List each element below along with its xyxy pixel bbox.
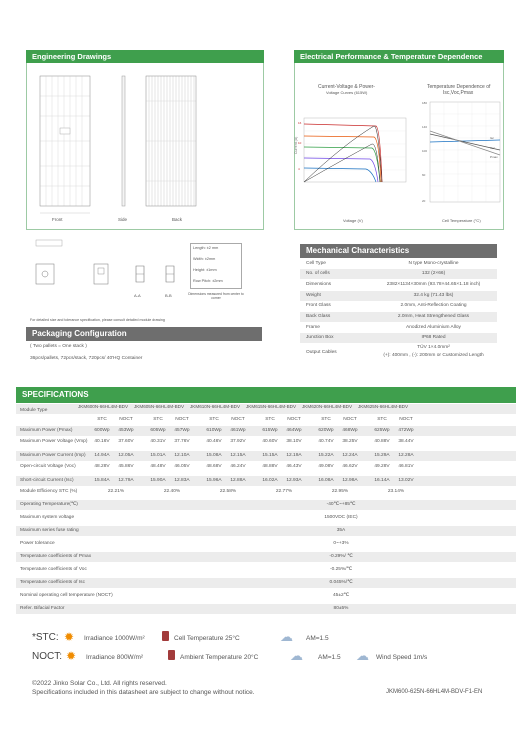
stc-cell-temp: Cell Temperature 25°C	[174, 635, 240, 642]
temp-chart-title: Temperature Dependence of	[427, 84, 491, 90]
spec-common-row: Nominal operating cell temperature (NOCT) 45±2℃	[20, 593, 350, 598]
footer-copyright: ©2022 Jinko Solar Co., Ltd. All rights reserved.	[32, 680, 167, 687]
mech-row: No. of cells 132 (2×66)	[300, 269, 497, 279]
detail-label-aa: A-A	[134, 293, 141, 298]
drawing-note: For detailed size and tolerance specification, please consult detailed module drawing	[30, 318, 165, 322]
iv-chart-title: Current-Voltage & Power-	[318, 84, 375, 90]
svg-text:16: 16	[298, 121, 302, 125]
temp-chart-subtitle: Isc,Voc,Pmax	[443, 90, 474, 96]
spec-common-row: Temperature coefficients of Voc -0.25%/℃	[20, 567, 352, 572]
detail-label-bb: B-B	[165, 293, 172, 298]
spec-common-row: Maximum series fuse rating 35A	[16, 526, 516, 536]
noct-irradiance: Irradiance 800W/m²	[86, 654, 144, 661]
mech-row: Cell Type N type Mono-crystalline	[306, 261, 459, 266]
spec-row: Maximum Power Current (Imp) 14.94A 12.05A 15.01A 12.10A 15.08A 12.15A 15.15A 12.19A 15.22A 12.24A 15.29A 12.28A	[16, 451, 516, 461]
packaging-line1: ( Two pallets = One stack )	[30, 344, 87, 349]
stc-label: *STC:	[32, 632, 59, 643]
spec-row: Maximum Power Voltage (Vmp) 40.16V 37.60V 40.31V 37.76V 40.46V 37.92V 40.60V 38.10V 40.74V 38.25V 40.88V 38.44V	[20, 439, 414, 444]
sun-icon: ✹	[66, 649, 77, 663]
front-view-drawing	[40, 76, 90, 206]
detail-drawings	[32, 236, 182, 300]
module-drawings	[28, 66, 262, 226]
side-view-drawing	[122, 76, 125, 206]
cloud-icon: ☁	[280, 629, 293, 644]
noct-wind: Wind Speed 1m/s	[376, 654, 428, 661]
mech-row: Frame Anodized Aluminium Alloy	[306, 325, 461, 330]
mech-row: Junction Box IP68 Rated	[300, 333, 497, 343]
svg-text:140: 140	[422, 125, 428, 129]
svg-text:4: 4	[298, 167, 300, 171]
mech-row: Back Glass 2.0mm, Heat Strengthened Glass	[300, 312, 497, 322]
iv-chart-subtitle: Voltage Curves (615W)	[326, 90, 368, 95]
svg-text:10: 10	[298, 141, 302, 145]
svg-text:Isc: Isc	[490, 136, 494, 140]
temp-chart	[418, 98, 504, 214]
spec-row: Short-circuit Current (Isc) 15.84A 12.79A 15.90A 12.83A 15.96A 12.88A 16.02A 12.93A 16.08A 12.98A 16.14A 13.02V	[16, 476, 516, 486]
tolerance-height: Height: ±1mm	[193, 268, 217, 272]
mechanical-header: Mechanical Characteristics	[300, 244, 497, 258]
spec-common-row: Operating Temperature(℃) -40℃~+85℃	[16, 500, 516, 510]
svg-text:60: 60	[422, 173, 426, 177]
thermometer-icon	[168, 650, 175, 660]
packaging-line2: 36pcs/pallets, 72pcs/stack, 720pcs/ 40'HQ Container	[30, 356, 143, 361]
back-label: Back	[172, 217, 183, 222]
engineering-header: Engineering Drawings	[26, 50, 264, 63]
noct-label: NOCT:	[32, 651, 62, 662]
iv-xlabel: Voltage (V)	[343, 218, 363, 223]
noct-ambient-temp: Ambient Temperature 20°C	[180, 654, 259, 661]
electrical-header: Electrical Performance & Temperature Dependence	[294, 50, 504, 63]
stc-am: AM=1.5	[306, 635, 329, 642]
spec-common-row: Temperature coefficients of Isc 0.045%/℃	[16, 578, 516, 588]
tolerance-width: Width: ±2mm	[193, 257, 216, 261]
spec-efficiency-row: Module Efficiency STC (%) 22.21% 22.40% 22.58% 22.77% 22.95% 23.14%	[20, 489, 405, 494]
svg-text:Pmax: Pmax	[490, 155, 498, 159]
specs-header: SPECIFICATIONS	[16, 387, 516, 403]
sun-icon: ✹	[64, 630, 75, 644]
spec-row: Maximum Power (Pmax) 600Wp 453Wp 605Wp 457Wp 610Wp 461Wp 615Wp 464Wp 620Wp 468Wp 625Wp 472Wp	[16, 426, 516, 436]
side-label: Side	[118, 217, 128, 222]
svg-text:Voc: Voc	[490, 146, 496, 150]
tolerance-pitch: Row Pitch: ±2mm	[193, 279, 223, 283]
wind-icon: ☁	[356, 648, 369, 663]
svg-text:100: 100	[422, 149, 428, 153]
front-label: Front	[52, 217, 63, 222]
mech-row: Weight 32.4 kg (71.43 lbs)	[300, 291, 497, 301]
iv-chart	[294, 114, 418, 192]
svg-text:180: 180	[422, 101, 428, 105]
dimension-note: Dimensions measured from center to corner	[188, 292, 244, 300]
spec-common-row: Temperature coefficients of Pmax -0.29%/ ℃	[16, 552, 516, 562]
mech-row: Dimensions 2382×1134×30mm (93.78×44.65×1.18 inch)	[306, 282, 481, 287]
svg-text:20: 20	[422, 199, 426, 203]
footer-disclaimer: Specifications included in this datasheet are subject to change without notice.	[32, 689, 255, 696]
spec-row: Open-circuit Voltage (Voc) 48.28V 45.86V 48.48V 46.05V 48.68V 46.24V 48.88V 46.43V 49.08V 46.62V 49.28V 46.81V	[20, 464, 414, 469]
thermometer-icon	[162, 631, 169, 641]
spec-common-row: Power tolerance 0~+3%	[20, 541, 349, 546]
packaging-header: Packaging Configuration	[26, 327, 262, 341]
temp-xlabel: Cell Temperature (°C)	[442, 218, 481, 223]
back-view-drawing	[146, 76, 196, 206]
spec-model-row: Module Type JKM600N-66HL4M-BDV JKM605N-66HL4M-BDV JKM610N-66HL4M-BDV JKM615N-66HL4M-BDV JKM620N-66HL4M-BDV JKM625N-66HL4M-BDV	[16, 404, 516, 414]
svg-text:Current (A): Current (A)	[294, 136, 298, 154]
spec-common-row: Refer. Bifacial Factor 80±5%	[16, 604, 516, 614]
spec-stc-noct-row: STC NOCT STC NOCT STC NOCT STC NOCT STC NOCT STC NOCT	[97, 417, 413, 422]
footer-doc-id: JKM600-625N-66HL4M-BDV-F1-EN	[386, 689, 483, 695]
spec-common-row: Maximum system voltage 1500VDC (IEC)	[20, 515, 358, 520]
stc-irradiance: Irradiance 1000W/m²	[84, 635, 145, 642]
mech-row: Output Cables TÜV 1×4.0mm² (+): 400mm , (-): 200mm or Customized Length	[306, 345, 484, 358]
noct-am: AM=1.5	[318, 654, 341, 661]
mech-row: Front Glass 2.0mm, Anti-Reflection Coating	[306, 303, 467, 308]
cloud-icon: ☁	[290, 648, 303, 663]
tolerance-length: Length: ±2 mm	[193, 246, 219, 250]
